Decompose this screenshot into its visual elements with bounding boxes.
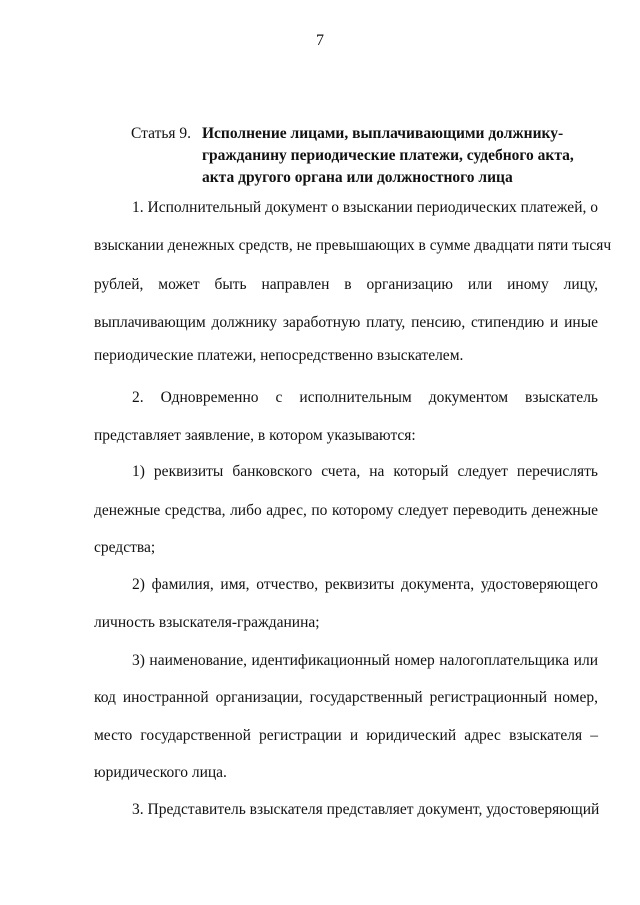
article-title-line: гражданину периодические платежи, судебного акта,	[202, 147, 574, 164]
paragraph-line: средства;	[94, 539, 156, 556]
paragraph-line: 1. Исполнительный документ о взыскании периодических платежей, о	[132, 199, 598, 216]
paragraph-line: 2) фамилия, имя, отчество, реквизиты документа, удостоверяющего	[132, 576, 598, 593]
page-number: 7	[316, 32, 324, 49]
paragraph-line: представляет заявление, в котором указываются:	[94, 427, 416, 444]
paragraph-line: периодические платежи, непосредственно взыскателем.	[94, 347, 464, 364]
paragraph-line: юридического лица.	[94, 764, 227, 781]
article-title-line: акта другого органа или должностного лица	[202, 169, 513, 186]
paragraph-line: выплачивающим должнику заработную плату, пенсию, стипендию и иные	[94, 314, 598, 331]
paragraph-line: взыскании денежных средств, не превышающих в сумме двадцати пяти тысяч	[94, 237, 612, 254]
paragraph-line: рублей, может быть направлен в организацию или иному лицу,	[94, 276, 598, 293]
paragraph-line: личность взыскателя-гражданина;	[94, 614, 320, 631]
paragraph-line: денежные средства, либо адрес, по которому следует переводить денежные	[94, 502, 598, 519]
paragraph-line: 2. Одновременно с исполнительным документом взыскатель	[132, 389, 598, 406]
article-heading	[131, 123, 591, 189]
article-title	[202, 123, 591, 189]
paragraph-line: 3. Представитель взыскателя представляет документ, удостоверяющий	[132, 801, 600, 818]
paragraph-line: код иностранной организации, государственный регистрационный номер,	[94, 689, 598, 706]
paragraph-line: место государственной регистрации и юридический адрес взыскателя –	[94, 727, 598, 744]
article-title-line: Исполнение лицами, выплачивающими должнику-	[202, 125, 564, 142]
paragraph-line: 1) реквизиты банковского счета, на который следует перечислять	[132, 463, 598, 480]
paragraph-line: 3) наименование, идентификационный номер налогоплательщика или	[132, 652, 598, 669]
article-label: Статья 9.	[131, 125, 192, 142]
